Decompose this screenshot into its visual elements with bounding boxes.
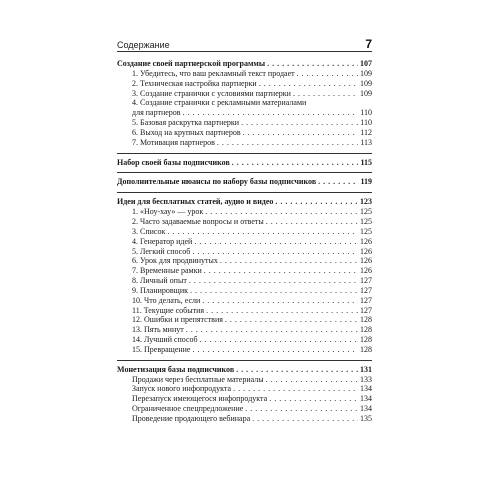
toc-chapter[interactable] (117, 365, 372, 375)
toc-item-page: 127 (360, 276, 372, 286)
toc-item-label: 6. Урок для продвинутых (132, 256, 218, 266)
toc-chapter[interactable] (117, 197, 372, 207)
toc-item-continued-label: для партнеров (132, 108, 181, 118)
toc-section (117, 177, 372, 187)
dot-leader (204, 266, 358, 276)
toc-item-label: 7. Мотивация партнеров (132, 137, 215, 147)
toc-item-page: 125 (360, 226, 372, 236)
toc-item-page: 126 (360, 256, 372, 266)
toc-chapter-page: 119 (360, 177, 372, 187)
toc-item-label: Ограниченное спецпредложение (132, 404, 244, 414)
dot-leader (220, 256, 358, 266)
dot-leader (269, 394, 358, 404)
toc-item-page: 113 (360, 137, 372, 147)
dot-leader (206, 306, 358, 316)
toc-item-page: 133 (360, 374, 372, 384)
toc-item-page: 134 (360, 394, 372, 404)
section-divider (117, 172, 372, 173)
toc-item[interactable] (117, 394, 372, 404)
dot-leader (194, 237, 358, 247)
toc-item[interactable] (117, 128, 372, 138)
dot-leader (232, 158, 359, 168)
toc-section (117, 365, 372, 424)
section-divider (117, 192, 372, 193)
toc-item-label: Запуск нового инфопродукта (132, 384, 232, 394)
toc-chapter-page: 131 (360, 364, 372, 374)
dot-leader (243, 128, 359, 138)
toc-chapter-page: 107 (360, 59, 372, 68)
toc-item-label: 9. Планировщик (132, 285, 188, 295)
toc-item[interactable] (117, 296, 372, 306)
toc-item[interactable] (117, 375, 372, 385)
toc-item-label: 7. Временные рамки (132, 266, 202, 276)
toc-item-page: 127 (360, 305, 372, 315)
toc-item-label: Продажи через бесплатные материалы (132, 374, 264, 384)
dot-leader (259, 79, 358, 89)
toc-item-page: 109 (360, 68, 372, 78)
toc-chapter-page: 115 (360, 157, 372, 167)
toc-item-label: 15. Превращение (132, 344, 191, 354)
toc-chapter[interactable] (117, 59, 372, 69)
toc-item[interactable] (117, 89, 372, 99)
dot-leader (233, 384, 358, 394)
dot-leader (217, 138, 358, 148)
toc-chapter-page: 123 (360, 197, 372, 207)
running-header (117, 35, 372, 50)
toc-item-label: Проведение продающего вебинара (132, 414, 251, 423)
dot-leader (245, 404, 358, 414)
toc-chapter-label: Идеи для бесплатных статей, аудио и видео (117, 197, 274, 207)
toc-item-continued-page: 110 (360, 108, 372, 118)
dot-leader (192, 345, 358, 355)
toc-item-label: 12. Ошибки и препятствия (132, 315, 223, 325)
toc-item-page: 112 (360, 127, 372, 137)
dot-leader (189, 276, 358, 286)
toc-item-continued[interactable] (117, 108, 372, 118)
toc-item[interactable] (117, 414, 372, 424)
toc-chapter-label: Набор своей базы подписчиков (117, 157, 230, 167)
dot-leader (236, 365, 358, 375)
toc-item[interactable] (117, 98, 372, 108)
section-divider (117, 360, 372, 361)
dot-leader (266, 375, 358, 385)
toc-item-label: 8. Личный опыт (132, 276, 187, 286)
toc-item-page: 134 (360, 404, 372, 414)
dot-leader (200, 335, 358, 345)
toc-item[interactable] (117, 118, 372, 128)
toc-item-label: 2. Техническая настройка партнерки (132, 78, 257, 88)
toc-item[interactable] (117, 217, 372, 227)
toc-item-page: 126 (360, 266, 372, 276)
header-title: Содержание (117, 40, 170, 50)
toc-item-label: 5. Легкий способ (132, 246, 191, 256)
dot-leader (318, 177, 358, 187)
toc-item-page: 134 (360, 384, 372, 394)
toc-item[interactable] (117, 266, 372, 276)
header-rule (117, 51, 372, 52)
toc-item-page: 109 (360, 78, 372, 88)
toc-item-label: 4. Создание странички с рекламными материалами (132, 98, 307, 108)
toc-item-label: 6. Выход на крупных партнеров (132, 127, 241, 137)
toc-item-page: 127 (360, 285, 372, 295)
toc-item-label: 13. Пять минут (132, 325, 184, 335)
toc-item[interactable] (117, 384, 372, 394)
toc-item-page: 126 (360, 236, 372, 246)
toc-item-label: 3. Список (132, 226, 166, 236)
toc-item[interactable] (117, 207, 372, 217)
dot-leader (183, 108, 359, 118)
dot-leader (293, 89, 358, 99)
toc-item-label: 2. Часто задаваемые вопросы и ответы (132, 216, 264, 226)
toc-item-page: 110 (360, 118, 372, 128)
toc-item-page: 128 (360, 335, 372, 345)
toc-item[interactable] (117, 138, 372, 148)
toc-item[interactable] (117, 247, 372, 257)
toc-item-page: 125 (360, 207, 372, 217)
table-of-contents (117, 59, 372, 424)
toc-item[interactable] (117, 306, 372, 316)
toc-item-label: 3. Создание странички с условиями партнерки (132, 88, 291, 98)
toc-item-page: 127 (360, 295, 372, 305)
toc-item-label: Перезапуск имеющегося инфопродукта (132, 394, 268, 404)
toc-section (117, 197, 372, 355)
toc-item-label: 10. Что делать, если (132, 295, 201, 305)
toc-item-label: 1. «Ноу-хау» — урок (132, 207, 204, 217)
dot-leader (205, 207, 358, 217)
dot-leader (225, 315, 358, 325)
toc-item-page: 135 (360, 414, 372, 423)
toc-item[interactable] (117, 335, 372, 345)
toc-item[interactable] (117, 69, 372, 79)
dot-leader (252, 414, 358, 424)
toc-item-label: 5. Базовая раскрутка партнерки (132, 118, 240, 128)
toc-item[interactable] (117, 315, 372, 325)
toc-item-page: 128 (360, 325, 372, 335)
dot-leader (241, 118, 358, 128)
dot-leader (167, 227, 358, 237)
toc-chapter[interactable] (117, 177, 372, 187)
toc-item[interactable] (117, 256, 372, 266)
toc-item[interactable] (117, 227, 372, 237)
toc-chapter-label: Дополнительные нюансы по набору базы подписчиков (117, 177, 317, 187)
toc-item[interactable] (117, 345, 372, 355)
dot-leader (266, 217, 358, 227)
dot-leader (297, 69, 358, 79)
toc-item[interactable] (117, 404, 372, 414)
toc-chapter-label: Создание своей партнерской программы (117, 59, 266, 68)
toc-chapter-label: Монетизация базы подписчиков (117, 364, 235, 374)
toc-section (117, 59, 372, 148)
toc-item-label: 11. Текущие события (132, 305, 205, 315)
toc-item[interactable] (117, 237, 372, 247)
toc-item-label: 1. Убедитесь, что ваш рекламный текст продает (132, 68, 295, 78)
toc-item[interactable] (117, 79, 372, 89)
toc-section (117, 158, 372, 168)
toc-item-page: 125 (360, 216, 372, 226)
toc-item-label: 4. Генератор идей (132, 236, 193, 246)
dot-leader (202, 296, 358, 306)
toc-item[interactable] (117, 276, 372, 286)
toc-chapter[interactable] (117, 158, 372, 168)
dot-leader (267, 59, 358, 69)
dot-leader (275, 197, 358, 207)
toc-item[interactable] (117, 286, 372, 296)
toc-item-page: 128 (360, 315, 372, 325)
toc-item-label: 14. Лучший способ (132, 335, 198, 345)
toc-item-page: 126 (360, 246, 372, 256)
toc-item[interactable] (117, 325, 372, 335)
header-page-number: 7 (365, 37, 372, 51)
dot-leader (190, 286, 358, 296)
toc-item-page: 109 (360, 88, 372, 98)
section-divider (117, 153, 372, 154)
toc-item-page: 128 (360, 344, 372, 354)
dot-leader (192, 247, 358, 257)
dot-leader (186, 325, 358, 335)
